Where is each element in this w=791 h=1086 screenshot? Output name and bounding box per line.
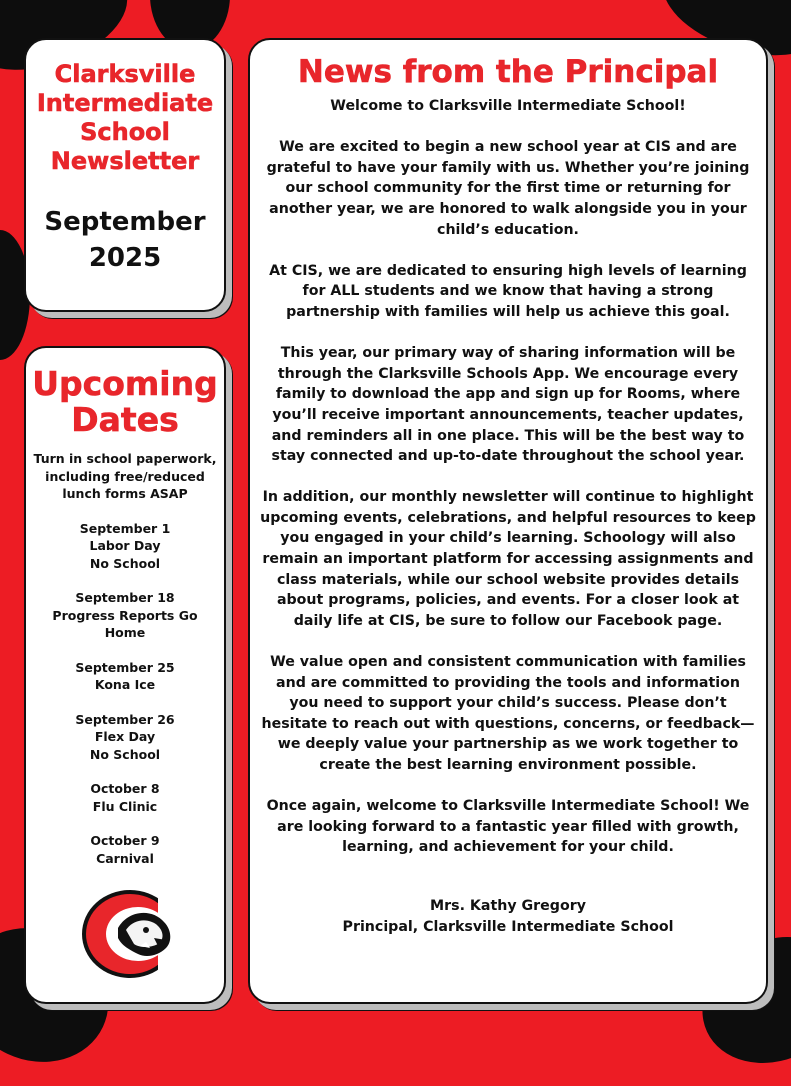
- date-entry-line: September 25: [75, 659, 175, 675]
- news-paragraph: Once again, welcome to Clarksville Intermediate School! We are looking forward to a fantastic year filled with growth, learning, and achievement for your child.: [266, 798, 750, 856]
- date-entry-line: Carnival: [96, 850, 154, 866]
- date-entry-line: including free/reduced: [45, 468, 205, 484]
- date-entry-line: Progress Reports Go Home: [52, 607, 198, 640]
- date-entry-line: October 8: [90, 781, 160, 796]
- date-entry-line: Turn in school paperwork,: [33, 451, 217, 466]
- date-entry: [32, 780, 218, 815]
- date-entry-line: Flu Clinic: [92, 798, 158, 814]
- date-entry-line: September 1: [79, 520, 171, 536]
- date-entry: [32, 832, 218, 867]
- newsletter-title: [26, 60, 224, 176]
- signature: [260, 896, 756, 937]
- date-entry: [32, 589, 218, 642]
- newsletter-title-line: Newsletter: [50, 147, 200, 175]
- date-entry-line: No School: [89, 555, 161, 571]
- principal-news-card: [248, 38, 768, 1004]
- newsletter-title-line: Intermediate: [36, 89, 214, 117]
- news-paragraph: We value open and consistent communication with families and are committed to providing the tools and information you need to support your child’s success. Please don’t hesitate to reach out with questions, concerns, or feedback—we deeply value your partnership as we work together to create the best learning environment possible.: [261, 654, 755, 773]
- news-paragraph: We are excited to begin a new school year at CIS and are grateful to have your family with us. Whether you’re joining our school community for the first time or returning for another year, we are honored to walk alongside you in your child’s education.: [266, 139, 750, 238]
- newsletter-month: September: [44, 207, 206, 237]
- news-paragraph: In addition, our monthly newsletter will continue to highlight upcoming events, celebrations, and helpful resources to keep you engaged in your child’s learning. Schoology will also remain an important platform for accessing assignments and class materials, while our school website provides details about programs, policies, and events. For a closer look at daily life at CIS, be sure to follow our Facebook page.: [260, 489, 756, 629]
- upcoming-dates-card: [24, 346, 226, 1004]
- date-entry-line: Flex Day: [94, 729, 156, 744]
- newsletter-title-card: [24, 38, 226, 312]
- date-entry-line: September 26: [75, 711, 175, 727]
- upcoming-title-line: Upcoming: [32, 364, 218, 403]
- date-entry: [32, 659, 218, 694]
- date-entry: [32, 520, 218, 573]
- upcoming-title-line: Dates: [71, 400, 179, 439]
- date-entry-line: Kona Ice: [94, 677, 156, 692]
- newsletter-date: [26, 204, 224, 276]
- signature-name: Mrs. Kathy Gregory: [430, 897, 586, 914]
- news-paragraph: This year, our primary way of sharing information will be through the Clarksville Schools App. We encourage every family to download the app and sign up for Rooms, where you’ll receive important announcements, teacher updates, and reminders all in one place. This will be the best way to stay connected and up-to-date throughout the school year.: [271, 345, 745, 465]
- news-paragraph: At CIS, we are dedicated to ensuring high levels of learning for ALL students and we know that having a strong partnership with families will help us achieve this goal.: [269, 262, 747, 320]
- upcoming-dates-title: [26, 366, 224, 438]
- date-entry: [32, 450, 218, 503]
- signature-title: Principal, Clarksville Intermediate School: [342, 918, 674, 935]
- cougar-c-logo-icon: [80, 888, 180, 980]
- date-entry: [32, 711, 218, 764]
- newsletter-year: 2025: [88, 243, 162, 273]
- newsletter-title-line: School: [80, 118, 170, 146]
- date-entry-line: Labor Day: [89, 538, 161, 553]
- newsletter-title-line: Clarksville: [54, 60, 196, 88]
- news-body: [250, 96, 766, 937]
- news-welcome: Welcome to Clarksville Intermediate School!: [330, 98, 686, 114]
- date-entry-line: September 18: [75, 590, 175, 605]
- upcoming-dates-list: [26, 450, 224, 867]
- date-entry-line: October 9: [90, 833, 160, 848]
- news-title: News from the Principal: [297, 54, 719, 90]
- date-entry-line: No School: [89, 746, 161, 762]
- date-entry-line: lunch forms ASAP: [62, 486, 188, 501]
